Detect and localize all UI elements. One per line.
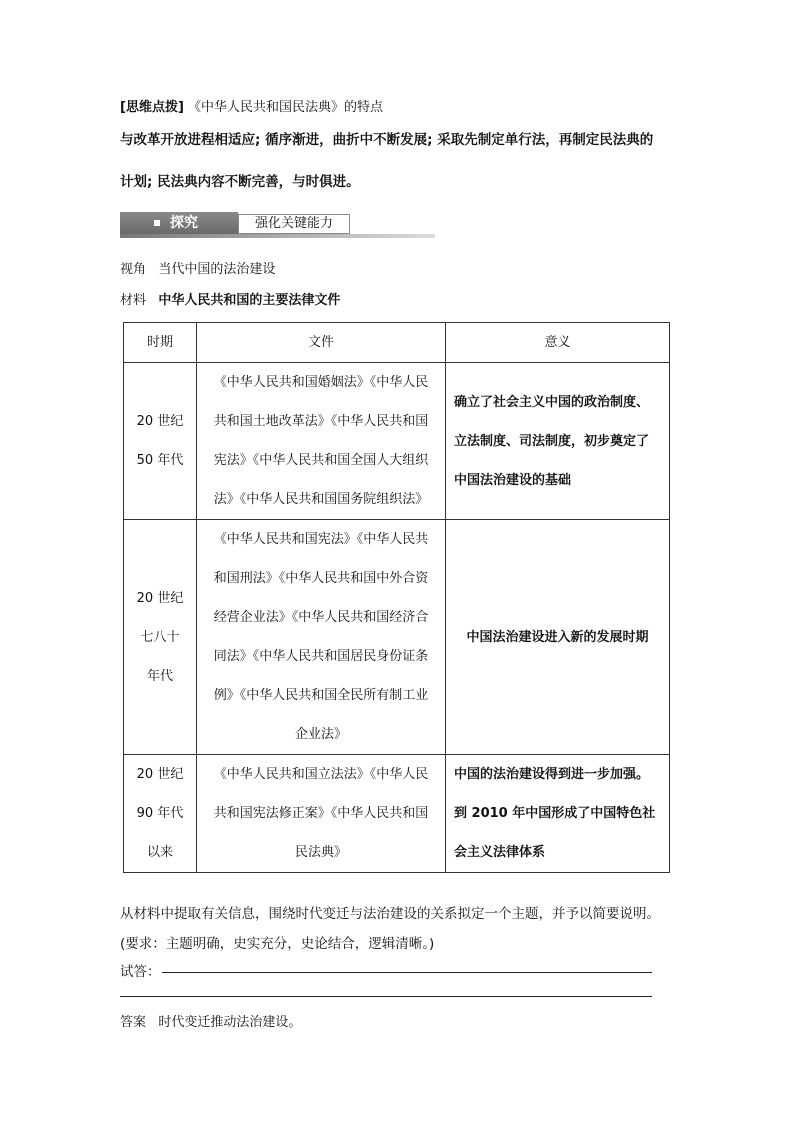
docs-cell [197, 755, 446, 873]
docs-line: 《中华人民共和国婚姻法》《中华人民 [213, 375, 429, 390]
meaning-cell [446, 363, 670, 520]
docs-line: 企业法》 [294, 727, 347, 742]
law-table [123, 322, 670, 873]
answer-blank-line[interactable] [162, 972, 652, 973]
table-row [124, 363, 670, 520]
meaning-cell [446, 520, 670, 755]
banner-main [120, 212, 238, 234]
period-line: 20 世纪 [136, 767, 184, 782]
view-label: 视角 [120, 262, 147, 277]
docs-cell [197, 363, 446, 520]
answer-label: 答案 [120, 1015, 147, 1030]
table-row [124, 520, 670, 755]
docs-line: 《中华人民共和国宪法》《中华人民共 [213, 532, 429, 547]
view-text: 当代中国的法治建设 [158, 262, 276, 277]
square-bullet-icon [154, 220, 160, 226]
period-line: 20 世纪 [136, 590, 184, 606]
material-line [120, 289, 340, 308]
meaning-line: 到 2010 年中国形成了中国特色社 [454, 806, 656, 821]
period-line: 50 年代 [136, 453, 184, 468]
answer-line [120, 1011, 301, 1030]
table-row [124, 755, 670, 873]
meaning-line: 会主义法律体系 [454, 845, 546, 860]
view-line [120, 258, 275, 277]
docs-line: 法》《中华人民共和国国务院组织法》 [213, 492, 429, 507]
docs-line: 经营企业法》《中华人民共和国经济合 [213, 610, 429, 625]
banner-underline [120, 234, 435, 238]
material-text: 中华人民共和国的主要法律文件 [158, 293, 341, 308]
header-meaning: 意义 [446, 323, 670, 363]
meaning-line: 中国法治建设的基础 [454, 472, 572, 488]
meaning-line: 立法制度、司法制度，初步奠定了 [454, 433, 650, 449]
period-line: 以来 [146, 845, 173, 860]
tip-heading [120, 96, 383, 115]
docs-line: 《中华人民共和国立法法》《中华人民 [213, 767, 429, 782]
period-line: 90 年代 [136, 806, 184, 821]
banner-sub: 强化关键能力 [238, 214, 350, 234]
question-line1: 从材料中提取有关信息，围绕时代变迁与法治建设的关系拟定一个主题，并予以简要说明。 [120, 906, 660, 922]
answer-text: 时代变迁推动法治建设。 [158, 1015, 302, 1030]
tip-title: 《中华人民共和国民法典》的特点 [188, 100, 384, 115]
docs-line: 共和国土地改革法》《中华人民共和国 [213, 414, 429, 429]
docs-line: 宪法》《中华人民共和国全国人大组织 [213, 453, 429, 468]
period-cell [124, 363, 197, 520]
banner-main-text: 探究 [170, 215, 198, 231]
answer-blank-line[interactable] [120, 996, 652, 997]
docs-line: 民法典》 [294, 845, 347, 860]
tip-text-line2: 计划; 民法典内容不断完善，与时俱进。 [120, 174, 360, 190]
meaning-line: 中国法治建设进入新的发展时期 [466, 629, 649, 645]
answer-prompt-label: 试答： [120, 964, 161, 980]
docs-line: 和国刑法》《中华人民共和国中外合资 [213, 571, 429, 586]
docs-cell [197, 520, 446, 755]
docs-line: 例》《中华人民共和国全民所有制工业 [213, 688, 429, 703]
header-docs: 文件 [197, 323, 446, 363]
question-line2: (要求：主题明确，史实充分，史论结合，逻辑清晰。) [120, 936, 435, 952]
tip-text-line1: 与改革开放进程相适应; 循序渐进，曲折中不断发展; 采取先制定单行法，再制定民法典的 [120, 132, 654, 148]
period-line: 年代 [146, 668, 173, 684]
tip-label: [思维点拨] [120, 100, 184, 115]
docs-line: 共和国宪法修正案》《中华人民共和国 [213, 806, 429, 821]
period-line: 七八十 [140, 629, 180, 645]
meaning-line: 确立了社会主义中国的政治制度、 [454, 394, 650, 410]
period-line: 20 世纪 [136, 414, 184, 429]
meaning-cell [446, 755, 670, 873]
header-period: 时期 [124, 323, 197, 363]
table-header-row [124, 323, 670, 363]
meaning-line: 中国的法治建设得到进一步加强。 [454, 767, 650, 782]
section-banner [120, 212, 435, 238]
docs-line: 同法》《中华人民共和国居民身份证条 [213, 649, 429, 664]
material-label: 材料 [120, 293, 147, 308]
period-cell [124, 755, 197, 873]
period-cell [124, 520, 197, 755]
